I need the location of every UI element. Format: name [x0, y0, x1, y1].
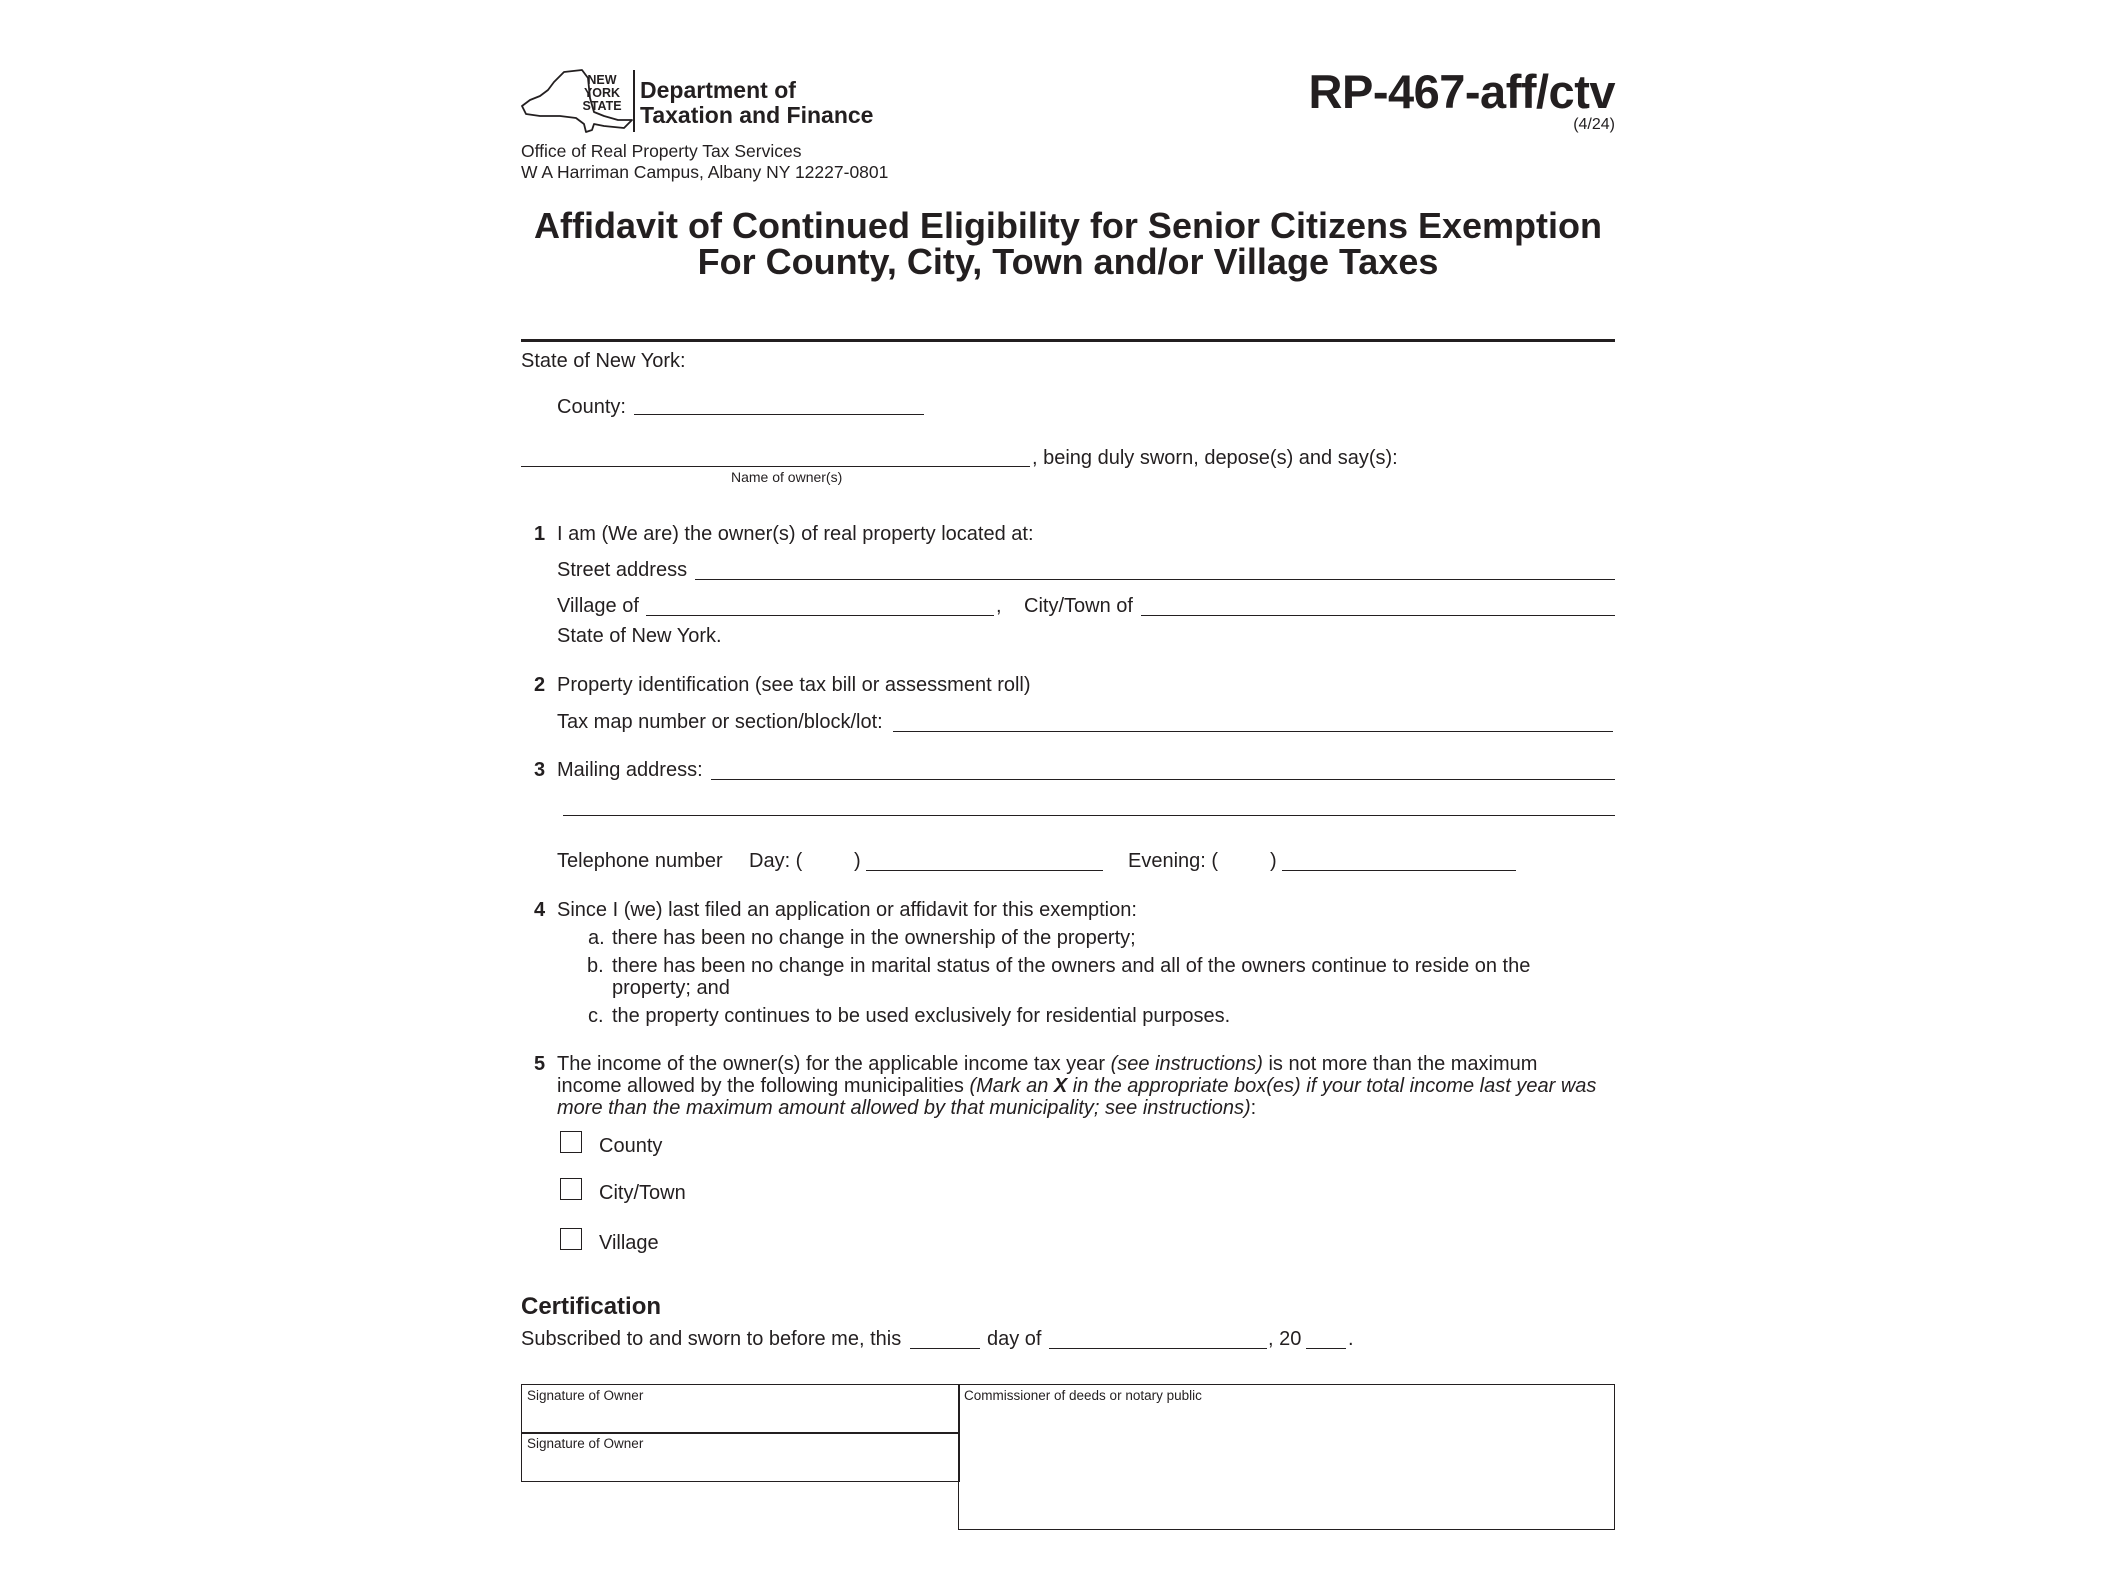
- item-5-line-1: [557, 1052, 1537, 1076]
- city-town-label: City/Town of: [1024, 595, 1133, 617]
- item-4a-text: there has been no change in the ownership of the property;: [612, 927, 1136, 949]
- county-label: County:: [557, 396, 626, 418]
- item-4c-letter: c.: [588, 1005, 604, 1027]
- day-phone-field[interactable]: [866, 846, 1103, 871]
- certification-text: Subscribed to and sworn to before me, this: [521, 1328, 902, 1350]
- logo-divider: [633, 70, 635, 132]
- logo-state-text: NEW YORK STATE: [582, 73, 622, 113]
- item-5-line-2: [557, 1074, 1596, 1098]
- notary-label: Commissioner of deeds or notary public: [964, 1388, 1202, 1403]
- form-revision: (4/24): [1573, 116, 1615, 133]
- item-4b-letter: b.: [587, 955, 604, 977]
- certification-year-field[interactable]: [1306, 1324, 1346, 1349]
- item-5-line-1-a: The income of the owner(s) for the applicable income tax year: [557, 1053, 1111, 1075]
- form-number: RP-467-aff/ctv: [1308, 65, 1615, 118]
- certification-day-of-label: day of: [987, 1328, 1042, 1350]
- county-checkbox[interactable]: [560, 1131, 582, 1153]
- owner-name-caption: Name of owner(s): [731, 469, 843, 485]
- city-town-field[interactable]: [1141, 591, 1615, 616]
- city-town-checkbox[interactable]: [560, 1178, 582, 1200]
- item-5-line-2-b: (Mark an: [969, 1075, 1054, 1097]
- title-divider: [521, 339, 1615, 342]
- mailing-address-field-2[interactable]: [563, 791, 1615, 816]
- certification-heading: Certification: [521, 1293, 662, 1320]
- form-title-line-1: Affidavit of Continued Eligibility for Senior Citizens Exemption: [533, 205, 1603, 246]
- village-field[interactable]: [646, 591, 994, 616]
- certification-month-field[interactable]: [1049, 1324, 1267, 1349]
- office-line-2: W A Harriman Campus, Albany NY 12227-0801: [521, 162, 889, 182]
- item-4c-text: the property continues to be used exclusively for residential purposes.: [612, 1005, 1231, 1027]
- evening-phone-field[interactable]: [1282, 846, 1516, 871]
- telephone-label: Telephone number: [557, 850, 723, 872]
- evening-phone-label: Evening: (: [1128, 850, 1219, 872]
- item-5-line-2-c: in the appropriate box(es) if your total income last year was: [1067, 1075, 1597, 1097]
- village-label: Village of: [557, 595, 639, 617]
- county-checkbox-label: County: [599, 1135, 663, 1157]
- day-phone-label: Day: (: [749, 850, 803, 872]
- item-4-text: Since I (we) last filed an application or affidavit for this exemption:: [557, 899, 1137, 921]
- owner-name-field[interactable]: [521, 442, 1030, 467]
- department-name: [640, 78, 873, 128]
- item-5-line-2-a: income allowed by the following municipalities: [557, 1075, 970, 1097]
- village-comma: ,: [996, 595, 1002, 617]
- form-title-line-2: For County, City, Town and/or Village Taxes: [697, 241, 1439, 282]
- state-of-ny-text: State of New York.: [557, 625, 722, 647]
- city-town-checkbox-label: City/Town: [599, 1182, 686, 1204]
- day-phone-close-paren: ): [854, 850, 861, 872]
- item-1-number: 1: [534, 523, 546, 545]
- owner-signature-label-2: Signature of Owner: [527, 1436, 644, 1451]
- item-4b-text-line-2: property; and: [612, 977, 730, 999]
- tax-map-field[interactable]: [893, 707, 1613, 732]
- street-address-label: Street address: [557, 559, 688, 581]
- mailing-address-field[interactable]: [711, 755, 1615, 780]
- item-5-line-2-x: X: [1053, 1075, 1068, 1097]
- item-4-number: 4: [534, 899, 546, 921]
- village-checkbox[interactable]: [560, 1228, 582, 1250]
- evening-phone-close-paren: ): [1270, 850, 1277, 872]
- item-5-line-3: [557, 1096, 1256, 1120]
- item-3-number: 3: [534, 759, 546, 781]
- item-5-line-1-b: (see instructions): [1110, 1053, 1263, 1075]
- street-address-field[interactable]: [695, 555, 1615, 580]
- village-checkbox-label: Village: [599, 1232, 659, 1254]
- item-5-line-1-c: is not more than the maximum: [1262, 1053, 1538, 1075]
- tax-map-label: Tax map number or section/block/lot:: [557, 711, 883, 733]
- office-line-1: Office of Real Property Tax Services: [521, 141, 802, 161]
- county-field[interactable]: [634, 390, 924, 415]
- department-line-2: Taxation and Finance: [640, 102, 874, 128]
- notary-box[interactable]: [958, 1384, 1615, 1530]
- owner-signature-box-2[interactable]: [521, 1432, 960, 1482]
- item-4b-text-line-1: there has been no change in marital status of the owners and all of the owners continue to reside on the: [612, 955, 1531, 977]
- owner-signature-label-1: Signature of Owner: [527, 1388, 644, 1403]
- owner-signature-box-1[interactable]: [521, 1384, 960, 1434]
- certification-day-field[interactable]: [910, 1324, 980, 1349]
- item-5-line-3-a: more than the maximum amount allowed by that municipality; see instructions): [557, 1097, 1251, 1119]
- certification-year-prefix: , 20: [1268, 1328, 1302, 1350]
- form-title: [521, 205, 1615, 282]
- item-2-text: Property identification (see tax bill or assessment roll): [557, 674, 1031, 696]
- mailing-address-label: Mailing address:: [557, 759, 703, 781]
- department-line-1: Department of: [640, 77, 796, 103]
- state-label: State of New York:: [521, 350, 686, 372]
- item-1-text: I am (We are) the owner(s) of real property located at:: [557, 523, 1034, 545]
- office-address: [521, 141, 888, 183]
- item-2-number: 2: [534, 674, 546, 696]
- certification-period: .: [1348, 1328, 1354, 1350]
- item-5-line-3-b: :: [1250, 1097, 1257, 1119]
- item-5-number: 5: [534, 1053, 546, 1075]
- item-4a-letter: a.: [588, 927, 605, 949]
- sworn-text: , being duly sworn, depose(s) and say(s):: [1032, 447, 1398, 469]
